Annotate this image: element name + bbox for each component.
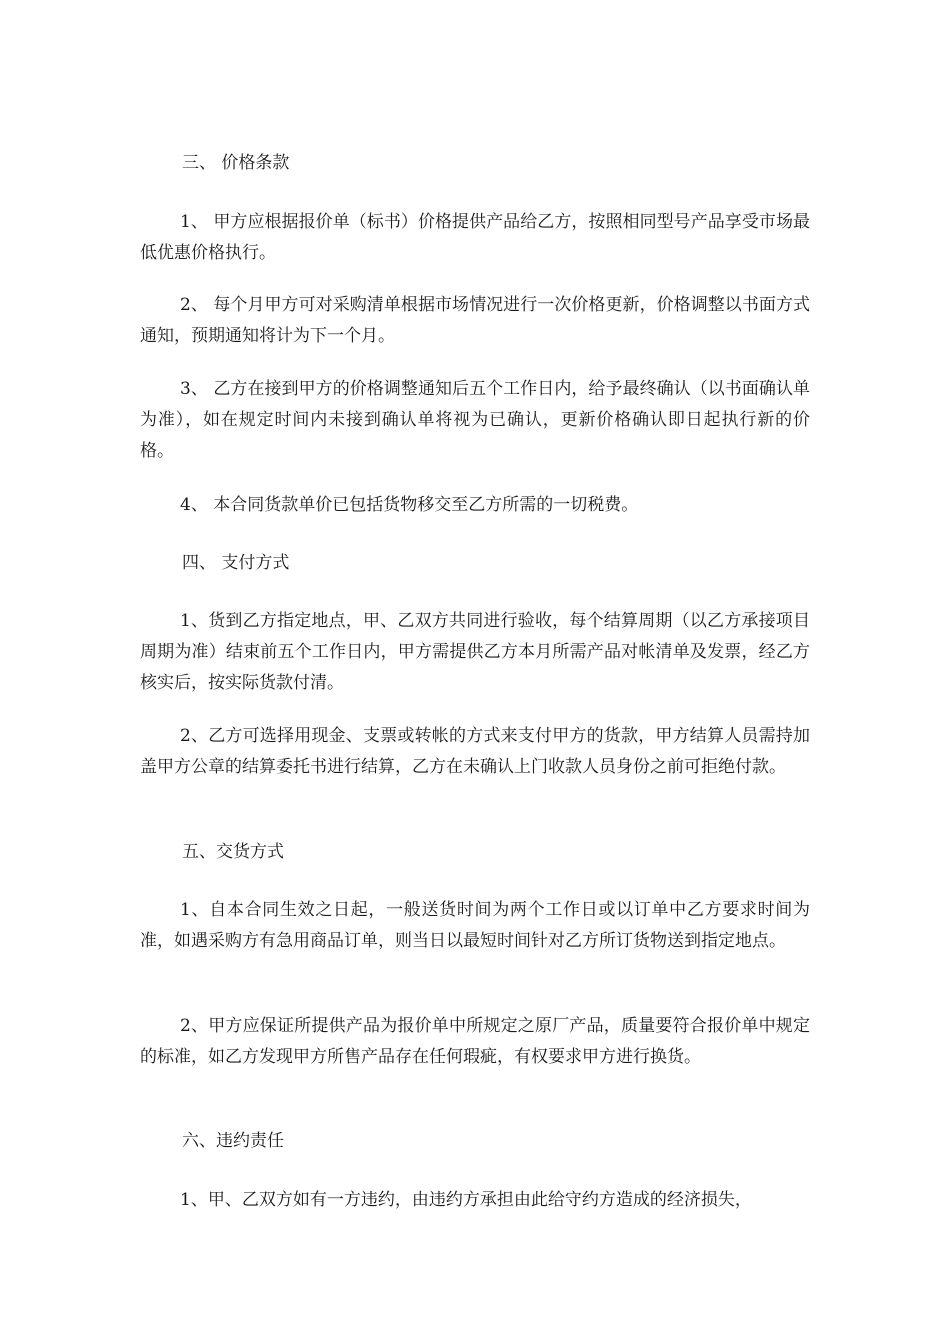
section-heading-liability: 六、违约责任 (182, 1131, 284, 1151)
paragraph-payment-1: 1、货到乙方指定地点，甲、乙双方共同进行验收，每个结算周期（以乙方承接项目周期为准）结束前五个工作日内，甲方需提供乙方本月所需产品对帐清单及发票，经乙方核实后，按实际货款付清。 (140, 611, 810, 693)
paragraph-price-3: 3、 乙方在接到甲方的价格调整通知后五个工作日内，给予最终确认（以书面确认单为准），如在规定时间内未接到确认单将视为已确认，更新价格确认即日起执行新的价格。 (140, 379, 810, 461)
section-heading-delivery: 五、交货方式 (182, 842, 284, 862)
paragraph-price-4: 4、 本合同货款单价已包括货物移交至乙方所需的一切税费。 (180, 495, 639, 515)
section-heading-payment: 四、 支付方式 (182, 553, 290, 573)
paragraph-delivery-2: 2、甲方应保证所提供产品为报价单中所规定之原厂产品，质量要符合报价单中规定的标准，如乙方发现甲方所售产品存在任何瑕疵，有权要求甲方进行换货。 (140, 1016, 810, 1067)
paragraph-liability-1: 1、甲、乙双方如有一方违约，由违约方承担由此给守约方造成的经济损失， (180, 1190, 752, 1210)
paragraph-delivery-1: 1、自本合同生效之日起，一般送货时间为两个工作日或以订单中乙方要求时间为准，如遇采购方有急用商品订单，则当日以最短时间针对乙方所订货物送到指定地点。 (140, 900, 810, 951)
paragraph-price-2: 2、 每个月甲方可对采购清单根据市场情况进行一次价格更新，价格调整以书面方式通知，预期通知将计为下一个月。 (140, 295, 810, 346)
paragraph-payment-2: 2、乙方可选择用现金、支票或转帐的方式来支付甲方的货款，甲方结算人员需持加盖甲方公章的结算委托书进行结算，乙方在未确认上门收款人员身份之前可拒绝付款。 (140, 726, 810, 777)
section-heading-price-terms: 三、 价格条款 (182, 153, 290, 173)
paragraph-price-1: 1、 甲方应根据报价单（标书）价格提供产品给乙方，按照相同型号产品享受市场最低优惠价格执行。 (140, 212, 810, 263)
